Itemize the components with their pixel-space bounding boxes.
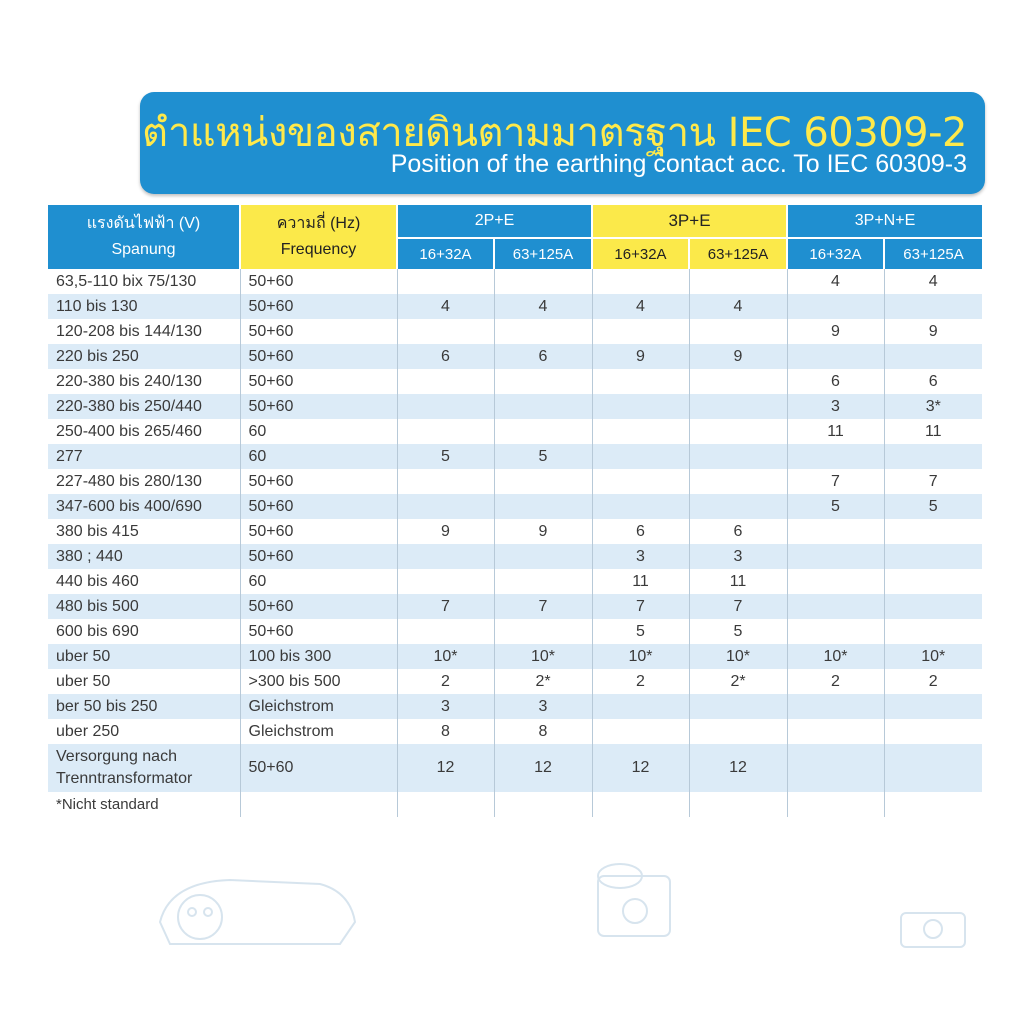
- position-cell: [397, 394, 494, 419]
- position-cell: [592, 469, 689, 494]
- frequency-cell: 50+60: [240, 594, 397, 619]
- position-cell: 6: [928, 372, 938, 390]
- position-cell: [689, 494, 787, 519]
- position-cell: [787, 569, 884, 594]
- empty-cell: [787, 792, 884, 817]
- title-banner: [140, 92, 985, 194]
- position-cell: 4: [494, 294, 592, 319]
- position-cell: [884, 594, 982, 619]
- position-cell: [689, 469, 787, 494]
- position-cell: 2: [928, 672, 938, 690]
- frequency-cell: 50+60: [240, 744, 397, 792]
- position-cell: [689, 394, 787, 419]
- position-cell: [397, 319, 494, 344]
- frequency-cell: >300 bis 500: [240, 669, 397, 694]
- sub-header: 16+32A: [397, 238, 494, 269]
- position-cell: 2*: [689, 669, 787, 694]
- position-cell: 11: [689, 569, 787, 594]
- title-english: Position of the earthing contact acc. To IEC 60309-3: [390, 150, 967, 178]
- position-cell: 3*: [884, 394, 982, 419]
- position-cell: 6: [787, 369, 884, 394]
- position-cell: 9: [689, 344, 787, 369]
- table-row: [48, 269, 982, 294]
- voltage-cell: 440 bis 460: [48, 569, 240, 594]
- earthing-contact-table: [48, 205, 982, 817]
- table-row: [48, 494, 982, 519]
- voltage-line-2: Trenntransformator: [56, 770, 193, 787]
- voltage-cell: 220-380 bis 240/130: [48, 369, 240, 394]
- position-cell: [787, 294, 884, 319]
- sub-header: 63+125A: [884, 238, 982, 269]
- position-cell: [494, 269, 592, 294]
- position-cell: 3: [689, 544, 787, 569]
- position-cell: 10*: [592, 644, 689, 669]
- header-voltage-thai: แรงดันไฟฟ้า (V): [86, 215, 201, 232]
- frequency-cell: 60: [240, 444, 397, 469]
- position-cell: 5: [884, 494, 982, 519]
- position-cell: 11: [592, 569, 689, 594]
- position-cell: [494, 419, 592, 444]
- position-cell: [397, 544, 494, 569]
- position-cell: [397, 619, 494, 644]
- group-3p-n-e: 3P+N+E: [787, 205, 982, 238]
- voltage-cell: 277: [48, 444, 240, 469]
- position-cell: [592, 394, 689, 419]
- frequency-cell: 50+60: [240, 319, 397, 344]
- voltage-cell: uber 250: [48, 719, 240, 744]
- table-row: [48, 669, 982, 694]
- position-cell: [397, 369, 494, 394]
- position-cell: [884, 619, 982, 644]
- position-cell: [787, 694, 884, 719]
- position-cell: 11: [924, 422, 942, 440]
- table-row: [48, 719, 982, 744]
- position-cell: [689, 694, 787, 719]
- header-frequency: [240, 205, 397, 269]
- table-row: [48, 569, 982, 594]
- voltage-cell: ber 50 bis 250: [48, 694, 240, 719]
- position-cell: 11: [787, 419, 884, 444]
- position-cell: [494, 369, 592, 394]
- frequency-cell: 50+60: [240, 469, 397, 494]
- position-cell: 6: [592, 519, 689, 544]
- sub-header: 63+125A: [494, 238, 592, 269]
- position-cell: [592, 494, 689, 519]
- position-cell: [787, 619, 884, 644]
- position-cell: 3: [592, 544, 689, 569]
- position-cell: [494, 319, 592, 344]
- voltage-cell: [48, 744, 240, 792]
- table-row: [48, 544, 982, 569]
- position-cell: [884, 519, 982, 544]
- position-cell: [884, 294, 982, 319]
- frequency-cell: 50+60: [240, 494, 397, 519]
- table-row: [48, 644, 982, 669]
- title-thai: ตำแหน่งของสายดินตามมาตรฐาน IEC 60309-2: [141, 110, 967, 156]
- position-cell: 2*: [494, 669, 592, 694]
- voltage-cell: 347-600 bis 400/690: [48, 494, 240, 519]
- position-cell: [689, 269, 787, 294]
- position-cell: [689, 369, 787, 394]
- position-cell: [787, 744, 884, 792]
- voltage-cell: 220-380 bis 250/440: [48, 394, 240, 419]
- group-3p-e: 3P+E: [592, 205, 787, 238]
- position-cell: 4: [689, 294, 787, 319]
- position-cell: 5: [494, 444, 592, 469]
- position-cell: 4: [787, 269, 884, 294]
- footnote-row: [48, 792, 982, 817]
- table-row: [48, 519, 982, 544]
- frequency-cell: Gleichstrom: [240, 694, 397, 719]
- empty-cell: [689, 792, 787, 817]
- voltage-cell: uber 50: [48, 669, 240, 694]
- position-cell: 5: [787, 494, 884, 519]
- voltage-cell: 110 bis 130: [48, 294, 240, 319]
- position-cell: [592, 444, 689, 469]
- position-cell: 5: [592, 619, 689, 644]
- sub-header: 16+32A: [592, 238, 689, 269]
- position-cell: 6: [494, 344, 592, 369]
- table-row: [48, 394, 982, 419]
- position-cell: [592, 694, 689, 719]
- table-row: [48, 694, 982, 719]
- frequency-cell: 50+60: [240, 344, 397, 369]
- position-cell: 9: [928, 322, 938, 340]
- position-cell: 10*: [494, 644, 592, 669]
- empty-cell: [494, 792, 592, 817]
- position-cell: 10*: [689, 644, 787, 669]
- position-cell: 10*: [787, 644, 884, 669]
- voltage-line-1: Versorgung nach: [56, 748, 177, 765]
- position-cell: [494, 494, 592, 519]
- table-body: [48, 269, 982, 817]
- position-cell: [592, 719, 689, 744]
- position-cell: 10*: [884, 644, 982, 669]
- position-cell: [787, 444, 884, 469]
- position-cell: [494, 619, 592, 644]
- frequency-cell: 50+60: [240, 269, 397, 294]
- table-row: [48, 319, 982, 344]
- position-cell: [494, 394, 592, 419]
- table-row: [48, 444, 982, 469]
- position-cell: [592, 319, 689, 344]
- voltage-cell: 250-400 bis 265/460: [48, 419, 240, 444]
- position-cell: [787, 594, 884, 619]
- position-cell: [787, 719, 884, 744]
- position-cell: [884, 719, 982, 744]
- header-freq-thai: ความถี่ (Hz): [276, 215, 361, 232]
- position-cell: 3: [494, 694, 592, 719]
- empty-cell: [592, 792, 689, 817]
- position-cell: [884, 544, 982, 569]
- voltage-cell: 227-480 bis 280/130: [48, 469, 240, 494]
- position-cell: 2: [397, 669, 494, 694]
- group-2p-e: 2P+E: [397, 205, 592, 238]
- position-cell: [689, 719, 787, 744]
- position-cell: 2: [592, 669, 689, 694]
- position-cell: 7: [689, 594, 787, 619]
- table-row: [48, 744, 982, 792]
- position-cell: 2: [787, 669, 884, 694]
- frequency-cell: Gleichstrom: [240, 719, 397, 744]
- header-voltage: [48, 205, 240, 269]
- position-cell: [689, 319, 787, 344]
- frequency-cell: 50+60: [240, 369, 397, 394]
- table-row: [48, 469, 982, 494]
- position-cell: 7: [494, 594, 592, 619]
- sub-header: 16+32A: [787, 238, 884, 269]
- position-cell: [397, 494, 494, 519]
- voltage-cell: 600 bis 690: [48, 619, 240, 644]
- position-cell: [494, 469, 592, 494]
- sub-header: 63+125A: [689, 238, 787, 269]
- position-cell: 12: [592, 744, 689, 792]
- position-cell: 4: [928, 272, 938, 290]
- position-cell: [689, 444, 787, 469]
- position-cell: 4: [397, 294, 494, 319]
- position-cell: 3: [787, 394, 884, 419]
- header-freq-en: Frequency: [280, 241, 357, 258]
- frequency-cell: 100 bis 300: [240, 644, 397, 669]
- position-cell: [494, 569, 592, 594]
- position-cell: [884, 744, 982, 792]
- position-cell: [592, 269, 689, 294]
- frequency-cell: 50+60: [240, 544, 397, 569]
- position-cell: [884, 569, 982, 594]
- empty-cell: [884, 792, 982, 817]
- socket-illustration-middle: [580, 856, 690, 946]
- position-cell: [787, 519, 884, 544]
- position-cell: 10*: [397, 644, 494, 669]
- frequency-cell: 50+60: [240, 294, 397, 319]
- position-cell: 12: [689, 744, 787, 792]
- frequency-cell: 60: [240, 419, 397, 444]
- position-cell: 7: [787, 469, 884, 494]
- position-cell: 9: [592, 344, 689, 369]
- position-cell: 12: [494, 744, 592, 792]
- position-cell: 9: [787, 319, 884, 344]
- position-cell: [397, 269, 494, 294]
- position-cell: 9: [397, 519, 494, 544]
- position-cell: 5: [397, 444, 494, 469]
- position-cell: [494, 544, 592, 569]
- voltage-cell: 120-208 bis 144/130: [48, 319, 240, 344]
- position-cell: [592, 419, 689, 444]
- position-cell: 9: [494, 519, 592, 544]
- voltage-cell: 380 bis 415: [48, 519, 240, 544]
- table-row: [48, 419, 982, 444]
- table-row: [48, 619, 982, 644]
- empty-cell: [397, 792, 494, 817]
- voltage-cell: 380 ; 440: [48, 544, 240, 569]
- frequency-cell: 50+60: [240, 519, 397, 544]
- position-cell: [884, 444, 982, 469]
- position-cell: 8: [397, 719, 494, 744]
- voltage-cell: uber 50: [48, 644, 240, 669]
- table-row: [48, 594, 982, 619]
- voltage-cell: 220 bis 250: [48, 344, 240, 369]
- position-cell: [397, 569, 494, 594]
- voltage-cell: 480 bis 500: [48, 594, 240, 619]
- frequency-cell: 50+60: [240, 619, 397, 644]
- position-cell: 12: [397, 744, 494, 792]
- position-cell: 7: [928, 472, 938, 490]
- position-cell: [884, 694, 982, 719]
- position-cell: 8: [494, 719, 592, 744]
- position-cell: 5: [689, 619, 787, 644]
- position-cell: [884, 344, 982, 369]
- position-cell: [689, 419, 787, 444]
- position-cell: 7: [592, 594, 689, 619]
- table-row: [48, 294, 982, 319]
- footnote: *Nicht standard: [48, 792, 240, 817]
- position-cell: [592, 369, 689, 394]
- position-cell: [787, 344, 884, 369]
- position-cell: [397, 419, 494, 444]
- position-cell: 6: [397, 344, 494, 369]
- position-cell: 6: [689, 519, 787, 544]
- position-cell: [787, 544, 884, 569]
- plug-illustration-left: [150, 862, 360, 947]
- position-cell: [397, 469, 494, 494]
- position-cell: 7: [397, 594, 494, 619]
- position-cell: 4: [592, 294, 689, 319]
- frequency-cell: 60: [240, 569, 397, 594]
- voltage-cell: 63,5-110 bix 75/130: [48, 269, 240, 294]
- empty-cell: [240, 792, 397, 817]
- socket-illustration-right: [895, 905, 975, 950]
- frequency-cell: 50+60: [240, 394, 397, 419]
- position-cell: 3: [397, 694, 494, 719]
- table-row: [48, 369, 982, 394]
- table-row: [48, 344, 982, 369]
- header-voltage-de: Spanung: [111, 241, 176, 258]
